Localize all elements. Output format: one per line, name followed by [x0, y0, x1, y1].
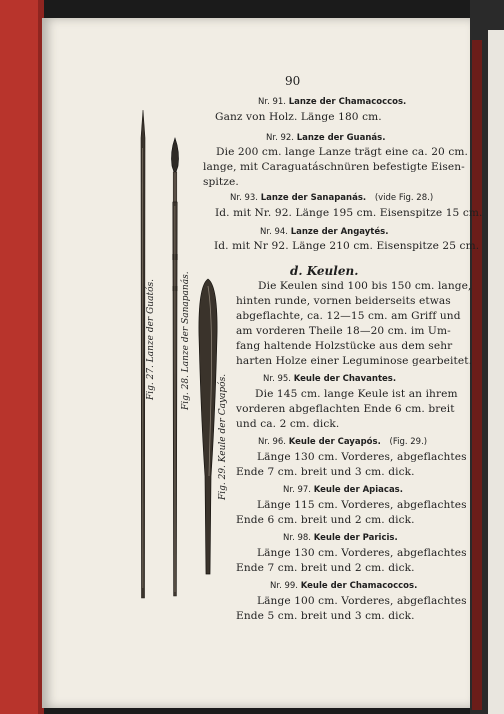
entry-header-96 — [258, 437, 427, 447]
keulen-intro-line-1: Die Keulen sind 100 bis 150 cm. lange, — [258, 280, 472, 292]
entry-text-92-line-3: spitze. — [203, 176, 239, 188]
entry-number: Nr. 96. — [258, 437, 286, 447]
entry-text-98-line-2: Ende 7 cm. breit und 2 cm. dick. — [236, 562, 415, 574]
entry-number: Nr. 98. — [283, 533, 311, 543]
entry-text-92-line-1: Die 200 cm. lange Lanze trägt eine ca. 20 cm. — [216, 146, 468, 158]
keulen-intro-line-6: harten Holze einer Leguminose gearbeitet. — [236, 355, 473, 367]
figure-28-caption: Fig. 28. Lanze der Sanapanás. — [181, 271, 191, 410]
entry-title: Keule der Paricis. — [313, 533, 398, 543]
keulen-intro-line-3: abgeflachte, ca. 12—15 cm. am Griff und — [236, 310, 461, 322]
page-number: 90 — [285, 74, 301, 88]
entry-text-95-line-3: und ca. 2 cm. dick. — [236, 418, 340, 430]
entry-figure-ref: (Fig. 29.) — [389, 437, 428, 447]
entry-header-94 — [260, 227, 388, 237]
figure-27-caption: Fig. 27. Lanze der Guatós. — [146, 279, 156, 400]
entry-text-97-line-2: Ende 6 cm. breit und 2 cm. dick. — [236, 514, 415, 526]
entry-title: Lanze der Guanás. — [296, 133, 386, 143]
entry-text-94-line-1: Id. mit Nr 92. Länge 210 cm. Eisenspitze 25 cm. — [214, 240, 480, 252]
entry-title: Lanze der Chamacoccos. — [288, 97, 407, 107]
entry-number: Nr. 93. — [230, 193, 258, 203]
entry-text-97-line-1: Länge 115 cm. Vorderes, abgeflachtes — [257, 499, 467, 511]
figure-29-caption: Fig. 29. Keule der Cayapós. — [218, 373, 228, 500]
entry-text-95-line-1: Die 145 cm. lange Keule ist an ihrem — [255, 388, 458, 400]
entry-number: Nr. 91. — [258, 97, 286, 107]
entry-text-96-line-1: Länge 130 cm. Vorderes, abgeflachtes — [257, 451, 467, 463]
entry-header-92 — [266, 133, 385, 143]
entry-number: Nr. 97. — [283, 485, 311, 495]
entry-number: Nr. 95. — [263, 374, 291, 384]
entry-title: Keule der Cayapós. — [288, 437, 381, 447]
entry-header-95 — [263, 374, 396, 384]
entry-number: Nr. 99. — [270, 581, 298, 591]
keulen-intro-line-2: hinten runde, vornen beiderseits etwas — [236, 295, 451, 307]
entry-text-99-line-1: Länge 100 cm. Vorderes, abgeflachtes — [257, 595, 467, 607]
entry-number: Nr. 94. — [260, 227, 288, 237]
entry-header-93 — [230, 193, 433, 203]
keulen-intro-line-5: fang haltende Holzstücke aus dem sehr — [236, 340, 453, 352]
section-title: d. Keulen. — [290, 264, 359, 278]
entry-header-91 — [258, 97, 406, 107]
entry-title: Lanze der Sanapanás. — [260, 193, 367, 203]
entry-text-95-line-2: vorderen abgeflachten Ende 6 cm. breit — [236, 403, 455, 415]
entry-title: Keule der Chamacoccos. — [300, 581, 418, 591]
entry-header-97 — [283, 485, 403, 495]
entry-title: Lanze der Angaytés. — [290, 227, 389, 237]
next-page-paper — [488, 30, 504, 714]
entry-text-96-line-2: Ende 7 cm. breit und 3 cm. dick. — [236, 466, 415, 478]
entry-text-91-line-1: Ganz von Holz. Länge 180 cm. — [215, 111, 382, 123]
entry-text-92-line-2: lange, mit Caraguatáschnüren befestigte Eisen- — [203, 161, 465, 173]
entry-header-99 — [270, 581, 417, 591]
entry-text-93-line-1: Id. mit Nr. 92. Länge 195 cm. Eisenspitze 15 cm. — [215, 207, 483, 219]
next-page-red-edge — [472, 40, 482, 710]
entry-text-98-line-1: Länge 130 cm. Vorderes, abgeflachtes — [257, 547, 467, 559]
entry-number: Nr. 92. — [266, 133, 294, 143]
entry-figure-ref: (vide Fig. 28.) — [374, 193, 434, 203]
entry-title: Keule der Chavantes. — [293, 374, 397, 384]
entry-text-99-line-2: Ende 5 cm. breit und 3 cm. dick. — [236, 610, 415, 622]
entry-title: Keule der Apiacas. — [313, 485, 403, 495]
keulen-intro-line-4: am vorderen Theile 18—20 cm. im Um- — [236, 325, 451, 337]
book-cover-edge — [0, 0, 40, 714]
entry-header-98 — [283, 533, 398, 543]
